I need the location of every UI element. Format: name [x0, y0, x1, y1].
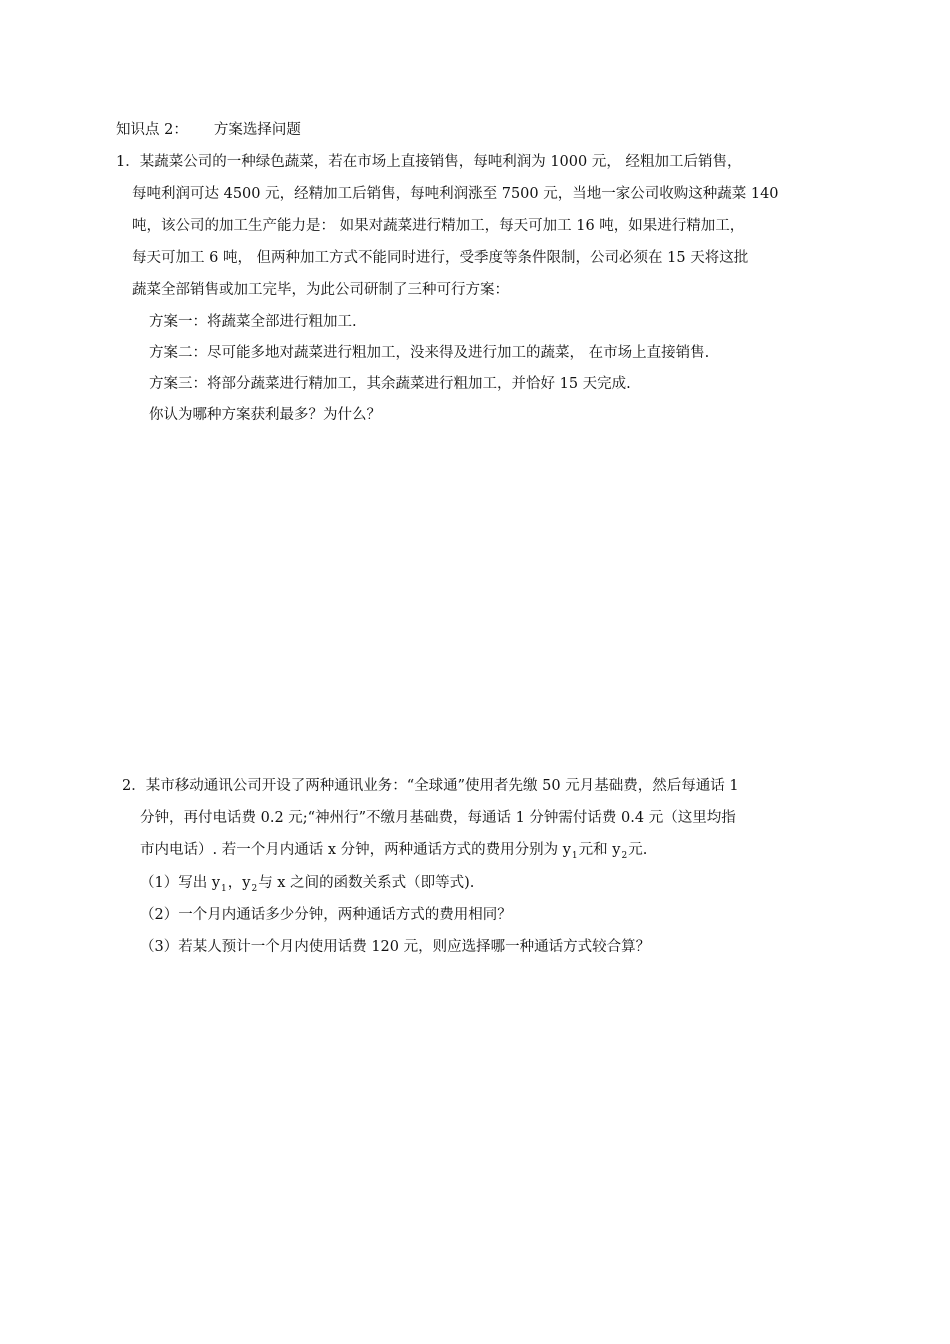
question1-line: 每吨利润可达 4500 元，经精加工后销售，每吨利润涨至 7500 元，当地一家公司收购这种蔬菜 140 [132, 186, 779, 202]
question1-line: 1．某蔬菜公司的一种绿色蔬菜，若在市场上直接销售，每吨利润为 1000 元， 经粗加工后销售， [116, 154, 742, 170]
plan-three: 方案三：将部分蔬菜进行精加工，其余蔬菜进行粗加工，并恰好 15 天完成. [149, 376, 631, 392]
section-heading [116, 120, 301, 140]
subscript: 2 [251, 884, 258, 894]
subscript: 1 [571, 851, 578, 861]
question1-line: 吨，该公司的加工生产能力是： 如果对蔬菜进行精加工，每天可加工 16 吨，如果进行精加工， [132, 218, 745, 234]
question2-line: 分钟，再付电话费 0.2 元;“神州行”不缴月基础费，每通话 1 分钟需付话费 0.4 元（这里均指 [140, 810, 736, 826]
text: ，y [227, 875, 251, 891]
subscript: 2 [621, 851, 628, 861]
section-label: 知识点 2： [116, 122, 188, 138]
text: 市内电话）. 若一个月内通话 x 分钟，两种通话方式的费用分别为 y [140, 842, 571, 858]
text: 与 x 之间的函数关系式（即等式). [258, 875, 475, 891]
text: 元和 y [578, 842, 621, 858]
question1-ask: 你认为哪种方案获利最多？为什么？ [149, 407, 381, 423]
plan-two: 方案二：尽可能多地对蔬菜进行粗加工，没来得及进行加工的蔬菜， 在市场上直接销售. [149, 345, 710, 361]
section-title: 方案选择问题 [213, 122, 301, 138]
text: 元. [628, 842, 648, 858]
text: （1）写出 y [140, 875, 221, 891]
sub-question-3: （3）若某人预计一个月内使用话费 120 元，则应选择哪一种通话方式较合算？ [140, 939, 651, 955]
question1-line: 每天可加工 6 吨， 但两种加工方式不能同时进行，受季度等条件限制，公司必须在 15 天将这批 [132, 250, 749, 266]
question2-line [140, 840, 647, 860]
subscript: 1 [221, 884, 227, 894]
question2-line: 2．某市移动通讯公司开设了两种通讯业务：“全球通”使用者先缴 50 元月基础费，然后每通话 1 [122, 778, 739, 794]
sub-question-1 [140, 873, 474, 893]
question1-line: 蔬菜全部销售或加工完毕，为此公司研制了三种可行方案： [132, 282, 509, 298]
sub-question-2: （2）一个月内通话多少分钟，两种通话方式的费用相同？ [140, 907, 512, 923]
plan-one: 方案一：将蔬菜全部进行粗加工. [149, 314, 357, 330]
